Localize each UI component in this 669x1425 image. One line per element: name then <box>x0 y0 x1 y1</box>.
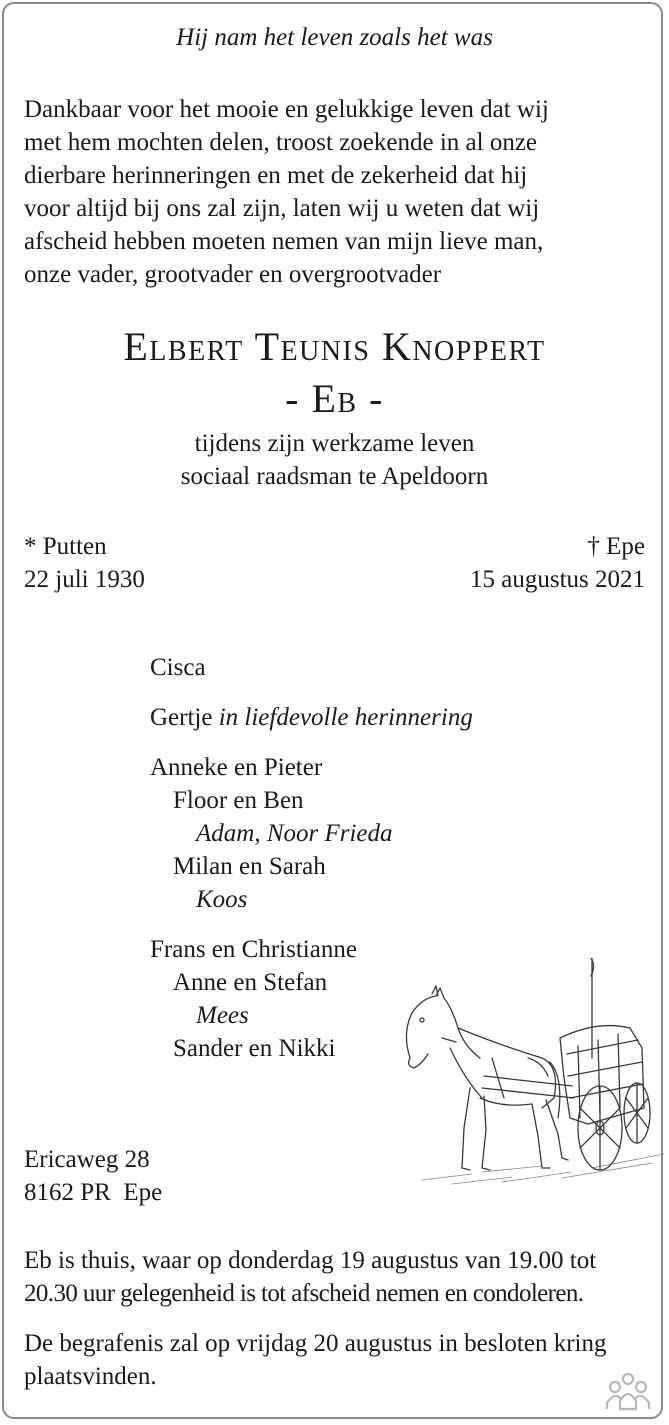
occupation-line: sociaal raadsman te Apeldoorn <box>180 463 489 490</box>
visitation-note <box>24 1244 648 1310</box>
family-spouse: Cisca <box>150 654 206 681</box>
visitation-line: 20.30 uur gelegenheid is tot afscheid nemen en condoleren. <box>24 1280 584 1307</box>
birth-date: 22 juli 1930 <box>24 566 145 593</box>
grandchild-couple: Sander en Nikki <box>173 1035 336 1062</box>
child-name: Gertje <box>150 704 213 731</box>
funeral-line: plaatsvinden. <box>24 1363 157 1390</box>
family-couple: Anneke en Pieter <box>150 754 323 781</box>
intro-line: met hem mochten delen, troost zoekende in al onze <box>24 129 538 156</box>
grandchild-couple: Floor en Ben <box>173 787 304 814</box>
family-couple: Frans en Christianne <box>150 936 357 963</box>
memorial-note: in liefdevolle herinnering <box>218 704 473 731</box>
address <box>24 1143 162 1209</box>
intro-text <box>24 93 648 291</box>
death-place: † Epe <box>587 533 645 560</box>
death-date: 15 augustus 2021 <box>470 566 645 593</box>
people-logo-icon <box>605 1371 651 1411</box>
intro-line: voor altijd bij ons zal zijn, laten wij u weten dat wij <box>24 195 540 222</box>
funeral-note <box>24 1327 648 1393</box>
great-grandchildren: Mees <box>196 1002 249 1029</box>
grandchild-couple: Anne en Stefan <box>173 969 328 996</box>
death-info <box>470 530 645 596</box>
address-city: 8162 PR Epe <box>24 1179 163 1206</box>
occupation-line: tijdens zijn werkzame leven <box>194 430 475 457</box>
horse-carriage-illustration <box>392 958 668 1190</box>
visitation-line: Eb is thuis, waar op donderdag 19 augustus van 19.00 tot <box>24 1247 597 1274</box>
great-grandchildren: Adam, Noor Frieda <box>196 820 393 847</box>
intro-line: afscheid hebben moeten nemen van mijn lieve man, <box>24 228 544 255</box>
family-child-memorial <box>150 701 473 734</box>
intro-line: Dankbaar voor het mooie en gelukkige leven dat wij <box>24 96 549 123</box>
nickname: - Eb - <box>285 376 384 421</box>
birth-place: * Putten <box>24 533 107 560</box>
motto: Hij nam het leven zoals het was <box>176 24 493 51</box>
intro-line: onze vader, grootvader en overgrootvader <box>24 261 442 288</box>
deceased-name: Elbert Teunis Knoppert <box>123 324 546 369</box>
intro-line: dierbare herinneringen en met de zekerheid dat hij <box>24 162 528 189</box>
grandchild-couple: Milan en Sarah <box>173 853 326 880</box>
address-street: Ericaweg 28 <box>24 1146 150 1173</box>
funeral-line: De begrafenis zal op vrijdag 20 augustus in besloten kring <box>24 1330 607 1357</box>
occupation <box>0 427 669 493</box>
birth-info <box>24 530 145 596</box>
great-grandchildren: Koos <box>196 886 248 913</box>
